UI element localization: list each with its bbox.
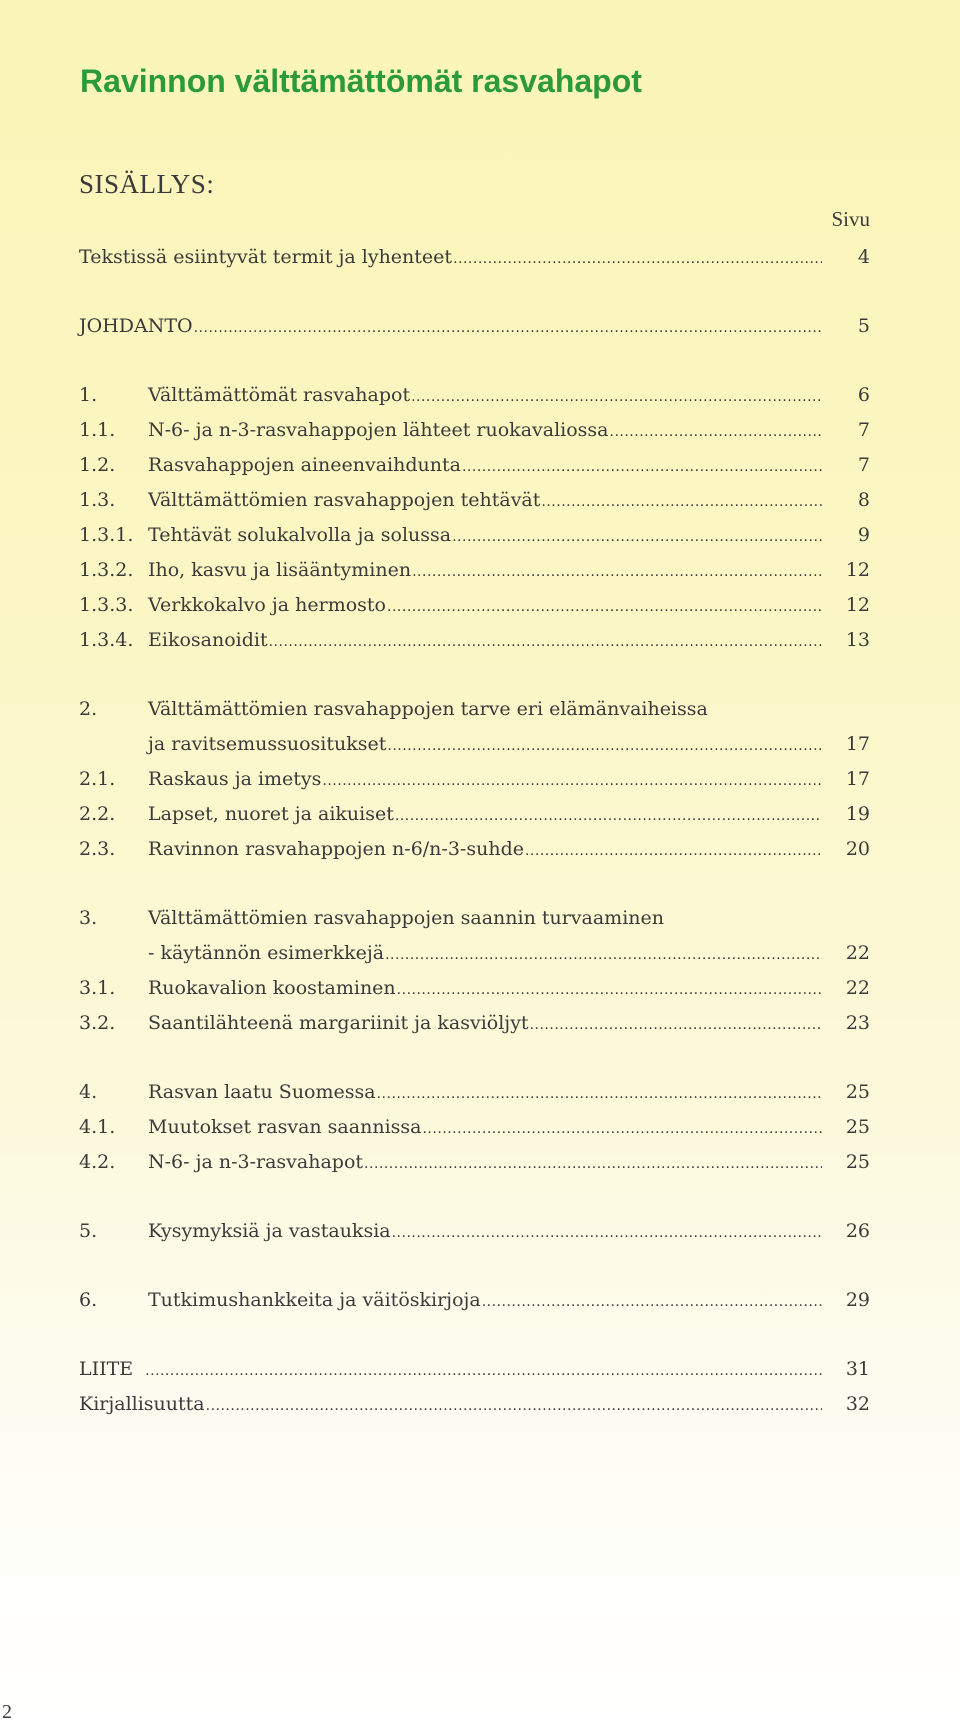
toc-entry-page: 25	[845, 1151, 870, 1173]
toc-entry-page: 25	[845, 1081, 870, 1103]
toc-entry-title-leader	[79, 240, 822, 277]
toc-entry-page: 9	[857, 524, 870, 546]
dot-leader	[452, 520, 822, 555]
dot-leader	[395, 799, 822, 834]
toc-entry-title-leader	[148, 483, 822, 520]
toc-entry-page: 6	[857, 384, 870, 406]
toc-entry[interactable]	[79, 1145, 870, 1180]
toc-entry-title: Eikosanoidit	[148, 629, 268, 651]
toc-entry-continuation[interactable]	[79, 936, 870, 971]
toc-entry-title-leader	[79, 1352, 822, 1389]
toc-entry-title-leader	[148, 448, 822, 485]
dot-leader	[412, 555, 822, 590]
toc-entry-title: Ravinnon rasvahappojen n-6/n-3-suhde	[148, 838, 524, 860]
toc-entry-title-leader	[148, 832, 822, 869]
toc-entry-number: 3.2.	[79, 1012, 116, 1034]
toc-entry-title: Muutokset rasvan saannissa	[148, 1116, 422, 1138]
toc-entry[interactable]	[79, 448, 870, 483]
toc-entry-page: 17	[845, 768, 870, 790]
toc-entry[interactable]	[79, 832, 870, 867]
toc-entry-title: Raskaus ja imetys	[148, 768, 322, 790]
toc-entry-number: 1.3.3.	[79, 594, 134, 616]
toc-entry-page: 17	[845, 733, 870, 755]
toc-entry[interactable]	[79, 378, 870, 413]
dot-leader	[610, 415, 823, 450]
toc-entry-page: 7	[857, 454, 870, 476]
toc-entry-number: 1.3.4.	[79, 629, 134, 651]
footer-page-number: 2	[2, 1701, 12, 1723]
toc-entry-title-leader	[148, 378, 822, 415]
toc-entry-number: 2.3.	[79, 838, 116, 860]
toc-entry-number: 3.1.	[79, 977, 116, 999]
spacer	[79, 867, 870, 901]
document-title: Ravinnon välttämättömät rasvahapot	[80, 63, 642, 99]
dot-leader	[530, 1008, 822, 1043]
toc-entry[interactable]	[79, 588, 870, 623]
spacer	[79, 1180, 870, 1214]
toc-entry-title: Lapset, nuoret ja aikuiset	[148, 803, 394, 825]
toc-entry-number: 4.2.	[79, 1151, 116, 1173]
spacer	[79, 275, 870, 309]
toc-entry-page: 7	[857, 419, 870, 441]
toc-entry-title-leader	[148, 1283, 822, 1320]
toc-entry-page: 29	[845, 1289, 870, 1311]
toc-entry-page: 5	[857, 315, 870, 337]
toc-entry-title: Välttämättömien rasvahappojen tehtävät	[148, 489, 541, 511]
dot-leader	[377, 1077, 822, 1112]
dot-leader	[392, 1216, 822, 1251]
spacer	[79, 1318, 870, 1352]
toc-entry-page: 13	[845, 629, 870, 651]
spacer	[79, 1249, 870, 1283]
toc-entry[interactable]	[79, 518, 870, 553]
toc-entry[interactable]	[79, 553, 870, 588]
dot-leader	[206, 1389, 822, 1424]
toc-entry-title: Tehtävät solukalvolla ja solussa	[148, 524, 452, 546]
toc-entry-title: Kirjallisuutta	[79, 1393, 205, 1415]
toc-entry-number: 2.	[79, 698, 98, 720]
toc-entry-number: 3.	[79, 907, 98, 929]
toc-entry-title: Ruokavalion koostaminen	[148, 977, 396, 999]
toc-entry-number: 6.	[79, 1289, 98, 1311]
toc-entry-page: 8	[857, 489, 870, 511]
toc-entry[interactable]	[79, 797, 870, 832]
contents-heading: SISÄLLYS:	[79, 169, 215, 199]
dot-leader	[364, 1147, 822, 1182]
toc-entry[interactable]	[79, 623, 870, 658]
toc-entry-title-leader	[148, 762, 822, 799]
spacer	[79, 1041, 870, 1075]
toc-entry[interactable]	[79, 1352, 870, 1387]
toc-entry-title: Kysymyksiä ja vastauksia	[148, 1220, 391, 1242]
toc-entry-title-leader	[148, 1075, 822, 1112]
toc-entry-title: N-6- ja n-3-rasvahappojen lähteet ruokavaliossa	[148, 419, 609, 441]
toc-entry-title: N-6- ja n-3-rasvahapot	[148, 1151, 364, 1173]
dot-leader	[397, 973, 822, 1008]
toc-entry-title: Rasvan laatu Suomessa	[148, 1081, 376, 1103]
toc-entry-title: - käytännön esimerkkejä	[148, 942, 385, 964]
toc-entry[interactable]	[79, 1283, 870, 1318]
toc-entry-title-leader	[148, 936, 822, 973]
toc-entry-page: 22	[845, 942, 870, 964]
toc-entry-title-leader	[148, 797, 822, 834]
toc-entry-title-leader	[148, 623, 822, 660]
dot-leader	[322, 764, 822, 799]
toc-entry-number: 1.3.1.	[79, 524, 134, 546]
toc-entry[interactable]	[79, 1387, 870, 1422]
toc-entry-title-leader	[148, 1110, 822, 1147]
spacer	[79, 658, 870, 692]
toc-entry-title: Tutkimushankkeita ja väitöskirjoja	[148, 1289, 481, 1311]
dot-leader	[385, 938, 822, 973]
toc-entry[interactable]	[79, 413, 870, 448]
toc-entry[interactable]	[79, 1006, 870, 1041]
dot-leader	[482, 1285, 822, 1320]
toc-entry-title-leader	[79, 1387, 822, 1424]
toc-entry-page: 20	[845, 838, 870, 860]
dot-leader	[422, 1112, 822, 1147]
toc-entry-title: Rasvahappojen aineenvaihdunta	[148, 454, 461, 476]
toc-entry[interactable]	[79, 762, 870, 797]
toc-entry[interactable]	[79, 692, 870, 727]
toc-entry-title-leader	[148, 588, 822, 625]
toc-entry-title: Saantilähteenä margariinit ja kasviöljyt	[148, 1012, 529, 1034]
dot-leader	[411, 380, 822, 415]
toc-entry-title: Välttämättömät rasvahapot	[148, 384, 411, 406]
toc-entry-title-leader	[79, 309, 822, 346]
toc-entry[interactable]	[79, 1110, 870, 1145]
toc-entry-number: 4.	[79, 1081, 98, 1103]
toc-entry[interactable]	[79, 240, 870, 275]
toc-entry-title-leader	[148, 1145, 822, 1182]
toc-entry-number: 2.2.	[79, 803, 116, 825]
toc-entry-page: 4	[857, 246, 870, 268]
toc-entry-page: 22	[845, 977, 870, 999]
dot-leader	[269, 625, 822, 660]
toc-entry-title: Verkkokalvo ja hermosto	[148, 594, 387, 616]
toc-entry-title: Tekstissä esiintyvät termit ja lyhenteet	[79, 246, 453, 268]
toc-entry-title: ja ravitsemussuositukset	[148, 733, 387, 755]
toc-entry-number: 4.1.	[79, 1116, 116, 1138]
table-of-contents	[79, 240, 870, 1422]
toc-entry[interactable]	[79, 309, 870, 344]
toc-entry[interactable]	[79, 901, 870, 936]
toc-entry-number: 1.3.	[79, 489, 116, 511]
toc-entry[interactable]	[79, 483, 870, 518]
toc-entry-title: Välttämättömien rasvahappojen saannin turvaaminen	[148, 907, 664, 929]
toc-entry-title-leader	[148, 1214, 822, 1251]
toc-entry-title-leader	[148, 518, 822, 555]
dot-leader	[194, 311, 822, 346]
toc-entry-title: JOHDANTO	[79, 315, 193, 337]
toc-entry-number: 1.2.	[79, 454, 116, 476]
toc-entry[interactable]	[79, 971, 870, 1006]
toc-entry-page: 31	[845, 1358, 870, 1380]
toc-entry-page: 19	[845, 803, 870, 825]
dot-leader	[387, 729, 822, 764]
toc-entry-title-leader	[148, 1006, 822, 1043]
toc-entry-title-leader	[148, 553, 822, 590]
dot-leader	[453, 242, 822, 277]
spacer	[79, 344, 870, 378]
toc-entry-title: Iho, kasvu ja lisääntyminen	[148, 559, 412, 581]
toc-entry-number: 5.	[79, 1220, 98, 1242]
toc-entry-number: 2.1.	[79, 768, 116, 790]
toc-entry-number: 1.	[79, 384, 98, 406]
dot-leader	[525, 834, 822, 869]
toc-entry-title: LIITE	[79, 1358, 134, 1380]
toc-entry-number: 1.3.2.	[79, 559, 134, 581]
dot-leader	[541, 485, 822, 520]
page-column-label: Sivu	[831, 207, 870, 231]
toc-entry-title-leader	[148, 971, 822, 1008]
toc-entry-title-leader	[148, 727, 822, 764]
toc-entry-title-leader	[148, 413, 822, 450]
dot-leader	[145, 1354, 822, 1389]
toc-entry[interactable]	[79, 1214, 870, 1249]
toc-entry-continuation[interactable]	[79, 727, 870, 762]
toc-entry-title: Välttämättömien rasvahappojen tarve eri elämänvaiheissa	[148, 698, 708, 720]
toc-entry[interactable]	[79, 1075, 870, 1110]
toc-entry-page: 12	[845, 594, 870, 616]
toc-entry-page: 25	[845, 1116, 870, 1138]
toc-entry-page: 23	[845, 1012, 870, 1034]
dot-leader	[462, 450, 822, 485]
toc-entry-page: 32	[845, 1393, 870, 1415]
toc-entry-page: 26	[845, 1220, 870, 1242]
toc-entry-page: 12	[845, 559, 870, 581]
toc-entry-number: 1.1.	[79, 419, 116, 441]
dot-leader	[387, 590, 822, 625]
